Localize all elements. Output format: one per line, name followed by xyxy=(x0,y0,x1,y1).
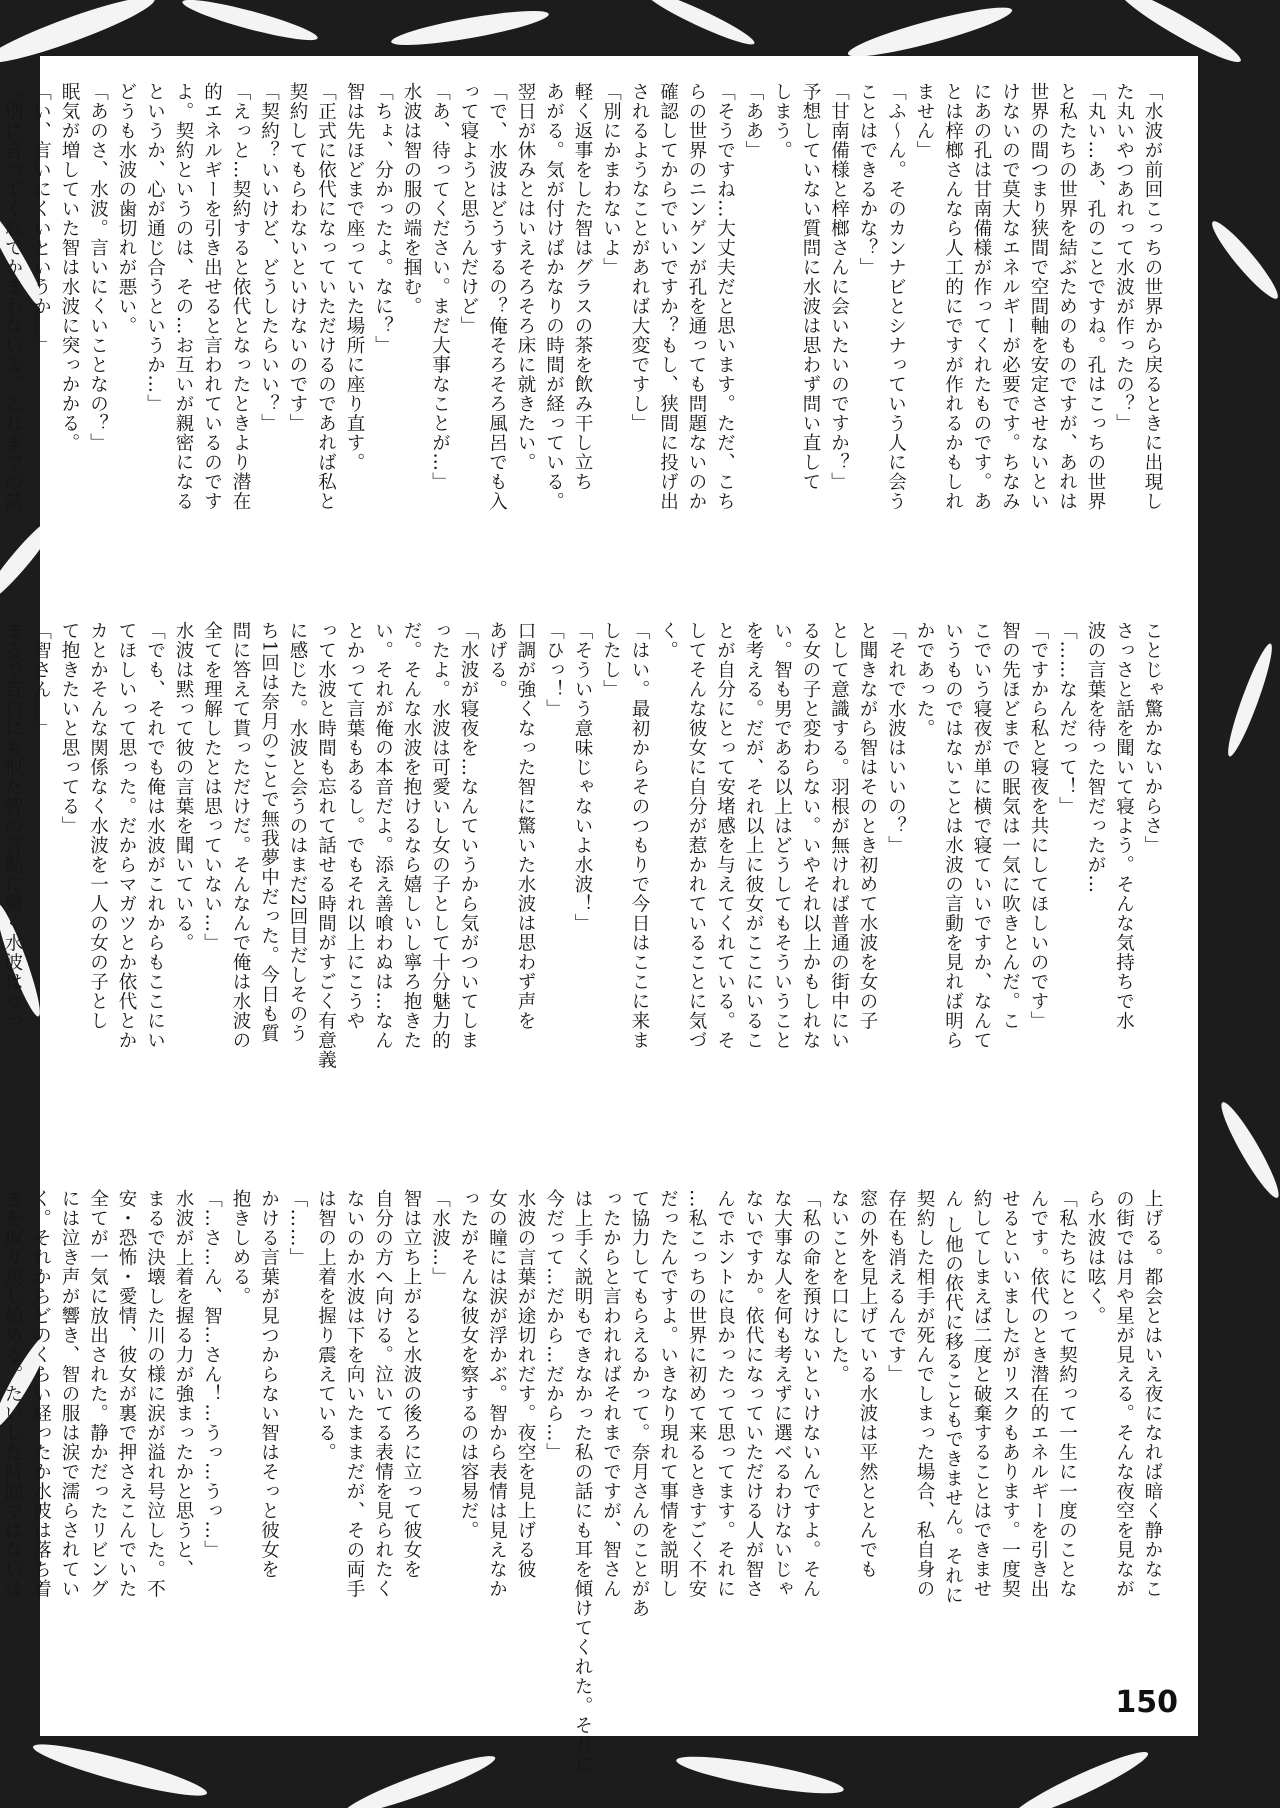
text-line: 全てが一気に放出された。静かだったリビング xyxy=(87,1189,109,1599)
text-line: きを取り戻し始める。たいした時間ではないは xyxy=(2,1189,23,1599)
text-line: だったんですよ。いきなり現れて事情を説明し xyxy=(657,1189,679,1599)
text-line: 「あのさ、水波。言いにくいことなの？」 xyxy=(87,82,109,453)
text-line: って寝ようと思うんだけど」 xyxy=(458,82,479,336)
text-line: 予想していない質問に水波は思わず問い直して xyxy=(800,82,821,492)
text-line: 「ああ」 xyxy=(743,82,764,160)
text-line: 水波は黙って彼の言葉を聞いている。 xyxy=(173,621,194,953)
page-number: 150 xyxy=(1115,1685,1178,1720)
text-line: ったからと言われればそれまでですが、智さん xyxy=(600,1189,622,1599)
text-line: にあの孔は甘南備様が作ってくれたものです。あ xyxy=(971,82,992,511)
text-line: だ。そんな水波を抱けるなら嬉しいし寧ろ抱きた xyxy=(401,621,422,1050)
text-line: ないですか。依代になっていただける人が智さ xyxy=(743,1189,764,1599)
text-line: る女の子と変わらない。いやそれ以上かもしれな xyxy=(800,621,821,1050)
text-line: とは梓榔さんなら人工的にですが作れるかもしれ xyxy=(942,82,964,511)
text-line: 「でも、それでも俺は水波がこれからもここにい xyxy=(144,621,166,1050)
text-line: らの世界のニンゲンが孔を通っても問題ないのか xyxy=(686,82,707,511)
text-line: ないことを口にした。 xyxy=(828,1189,850,1384)
text-line: 波の言葉を待った智だったが… xyxy=(1085,621,1106,894)
text-section-1 xyxy=(2,82,1166,548)
text-line: 契約した相手が死んでしまった場合、私自身の xyxy=(914,1189,935,1599)
text-panel xyxy=(2,56,1198,1774)
text-line: 「そうですね…大丈夫だと思います。ただ、こち xyxy=(714,82,736,511)
text-line: と私たちの世界を結ぶためのものですが、あれは xyxy=(1056,82,1078,511)
text-line: カとかそんな関係なく水波を一人の女の子とし xyxy=(87,621,109,1031)
text-line: て抱きたいと思ってる」 xyxy=(59,621,80,836)
text-line: 「別に言ってくれてかまわないよ。これまでの話 xyxy=(2,82,23,511)
text-line: 「正式に依代になっていただけるのであれば私と xyxy=(315,82,337,511)
text-line: 自分の方へ向ける。泣いてる表情を見られたく xyxy=(372,1189,394,1599)
text-line: 水波が上着を握る力が強まったかと思うと、 xyxy=(173,1189,194,1579)
text-line: しまう。 xyxy=(771,82,793,160)
text-line: て協力してもらえるかって。奈月さんのことがあ xyxy=(629,1189,650,1618)
text-line: ら水波は呟く。 xyxy=(1085,1189,1106,1326)
text-line: 存在も消えるんです」 xyxy=(885,1189,907,1384)
text-line: 抱きしめる。 xyxy=(230,1189,251,1306)
text-line: 女の瞳には涙が浮かぶ。智から表情は見えなか xyxy=(486,1189,508,1599)
text-line: 「…さ…ん、智…さん！…うっ…うっ…」 xyxy=(201,1189,223,1560)
text-section-2 xyxy=(2,621,1166,1118)
text-line: 「ですから私と寝夜を共にしてほしいのです」 xyxy=(1028,621,1049,1031)
text-line: 的エネルギーを引き出せると言われているのです xyxy=(201,82,223,511)
text-line: 「別にかまわないよ」 xyxy=(600,82,622,277)
text-line: 「あ、待ってください。まだ大事なことが…」 xyxy=(429,82,451,492)
text-line: 「ひっ！」 xyxy=(543,621,565,719)
text-line: ことはできるかな？」 xyxy=(857,82,878,277)
text-line: 「……なんだって！」 xyxy=(1056,621,1078,816)
text-line: されるようなことがあれば大変ですし」 xyxy=(629,82,650,433)
text-line: 「水波が寝夜を…なんていうから気がついてしま xyxy=(458,621,479,1050)
text-line: というか、心が通じ合うというか…」 xyxy=(144,82,166,414)
text-line: い。それが俺の本音だよ。添え善喰わぬは…なん xyxy=(372,621,394,1050)
text-line: 「……」 xyxy=(287,1189,308,1267)
text-line: ったよ。水波は可愛いし女の子として十分魅力的 xyxy=(429,621,451,1050)
text-line: ません」 xyxy=(914,82,935,160)
text-line: 約してしまえば二度と破棄することはできませ xyxy=(971,1189,992,1599)
text-line: に感じた。水波と会うのはまだ2回目だしそのう xyxy=(287,621,308,1044)
text-line: 「それで水波はいいの？」 xyxy=(885,621,907,855)
text-line: とが自分にとって安堵感を与えてくれている。そ xyxy=(714,621,736,1050)
text-line: さっさと話を聞いて寝よう。そんな気持ちで水 xyxy=(1113,621,1135,1031)
text-line: まるで決壊した川の様に涙が溢れ号泣した。不 xyxy=(144,1189,166,1599)
text-line: あげる。 xyxy=(486,621,508,699)
text-line: 水波の言葉が途切れだす。夜空を見上げる彼 xyxy=(515,1189,536,1579)
text-line: してそんな彼女に自分が惹かれていることに気づ xyxy=(686,621,707,1050)
text-line: 上げる。都会とはいえ夜になれば暗く静かなこ xyxy=(1142,1189,1163,1599)
text-line: 「はい。最初からそのつもりで今日はここに来ま xyxy=(629,621,650,1050)
text-line: 「私の命を預けないといけないんですよ。そん xyxy=(800,1189,821,1599)
text-line: く。 xyxy=(657,621,679,660)
text-line: って水波と時間も忘れて話せる時間がすごく有意義 xyxy=(315,621,337,1070)
text-line: せるといいましたがリスクもあります。一度契 xyxy=(999,1189,1021,1599)
text-line: したし」 xyxy=(600,621,622,699)
text-line: 「い、言いにくいというか…」 xyxy=(30,82,52,355)
text-line: てほしいって思った。だからマガツとか依代とか xyxy=(116,621,137,1050)
text-line: あがる。気が付けばかなりの時間が経っている。 xyxy=(543,82,565,511)
text-line: 智は立ち上がると水波の後ろに立って彼女を xyxy=(401,1189,422,1579)
text-line: 智の先ほどまでの眠気は一気に吹きとんだ。こ xyxy=(999,621,1021,1031)
text-line: どうも水波の歯切れが悪い。 xyxy=(116,82,137,336)
text-line: として意識する。羽根が無ければ普通の街中にい xyxy=(828,621,850,1050)
text-line: は智の上着を握り震えている。 xyxy=(315,1189,337,1462)
text-line: けないので莫大なエネルギーが必要です。ちなみ xyxy=(999,82,1021,511)
text-line: とかって言葉もあるし。でもそれ以上にこうや xyxy=(344,621,365,1031)
text-line: かける言葉が見つからない智はそっと彼女を xyxy=(258,1189,280,1579)
text-line: 「そういう意味じゃないよ水波！」 xyxy=(572,621,593,933)
text-line: 契約してもらわないといけないのです」 xyxy=(287,82,308,433)
text-line: 「えっと…契約すると依代となったときより潜在 xyxy=(230,82,251,511)
text-line: 「で、水波はどうするの？俺そろそろ風呂でも入 xyxy=(486,82,508,511)
text-line: かであった。 xyxy=(914,621,935,738)
text-line: 智は先ほどまで座っていた場所に座り直す。 xyxy=(344,82,365,472)
text-line: と聞きながら智はそのとき初めて水波を女の子 xyxy=(857,621,878,1031)
text-line: 「契約？いいけど、どうしたらいい？」 xyxy=(258,82,280,433)
text-line: 安・恐怖・愛情、彼女が裏で押さえこんでいた xyxy=(116,1189,137,1599)
text-line: んでホントに良かったって思ってます。それに xyxy=(714,1189,736,1599)
text-line: 今だって…だから…だから…」 xyxy=(543,1189,565,1462)
text-line: 「ちょ、分かったよ。なに？」 xyxy=(372,82,394,355)
text-line: 「智さん…」 xyxy=(30,621,52,738)
text-line: いうものではないことは水波の言動を見れば明ら xyxy=(942,621,964,1050)
text-line: 全てを理解したとは思っていない…」 xyxy=(201,621,223,953)
text-line: よ。契約というのは、その…お互いが親密になる xyxy=(173,82,194,511)
text-line: は上手く説明もできなかった私の話にも耳を傾けてくれた。それに xyxy=(572,1189,593,1774)
text-line: 「私たちにとって契約って一生に一度のことな xyxy=(1056,1189,1078,1599)
text-line: ことじゃ驚かないからさ」 xyxy=(1142,621,1163,855)
text-line: 「甘南備様と梓榔さんに会いたいのですか？」 xyxy=(828,82,850,492)
text-line: な大事な人を何も考えずに選べるわけないじゃ xyxy=(771,1189,793,1599)
text-line: 眠気が増していた智は水波に突っかかる。 xyxy=(59,82,80,453)
text-line: 窓の外を見上げている水波は平然ととんでも xyxy=(857,1189,878,1579)
text-line: く。それからどのくらい経ったか水波は落ち着 xyxy=(30,1189,52,1599)
text-line: ん し他の依代に移ることもできません。それに xyxy=(942,1189,964,1606)
text-line: 「水波が前回こっちの世界から戻るときに出現し xyxy=(1142,82,1163,511)
text-line: ないのか水波は下を向いたままだが、その両手 xyxy=(344,1189,365,1599)
text-line: ったがそんな彼女を察するのは容易だ。 xyxy=(458,1189,479,1540)
text-line: 翌日が休みとはいえそろそろ床に就きたい。 xyxy=(515,82,536,472)
text-line: …私こっちの世界に初めて来るときすごく不安 xyxy=(686,1189,707,1599)
text-line: 水波は智の服の端を掴む。 xyxy=(401,82,422,316)
text-line: の街では月や星が見える。そんな夜空を見なが xyxy=(1113,1189,1135,1599)
text-line: 確認してからでいいですか？もし、狭間に投げ出 xyxy=(657,82,679,511)
text-line: た丸いやつあれって水波が作ったの？」 xyxy=(1113,82,1135,433)
text-line: 問に答えて貰っただけだ。そんなんで俺は水波の xyxy=(230,621,251,1050)
text-line: 「丸い…あ、孔のことですね。孔はこっちの世界 xyxy=(1085,82,1106,511)
text-line: 「水波…」 xyxy=(429,1189,451,1287)
text-line: まるで告白にも似た智の言動に驚く水波はゆっ xyxy=(2,621,23,1031)
text-line: 世界の間つまり狭間で空間軸を安定させないとい xyxy=(1028,82,1049,511)
text-line: には泣き声が響き、智の服は涙で濡らされてい xyxy=(59,1189,80,1599)
text-line: を考える。だが、それ以上に彼女がここにいるこ xyxy=(743,621,764,1050)
text-line: 「ふ～ん。そのカンナビとシナっていう人に会う xyxy=(885,82,907,511)
text-line: ち1回は奈月のことで無我夢中だった。今日も質 xyxy=(258,621,280,1044)
text-line: んです。依代のとき潜在的エネルギーを引き出 xyxy=(1028,1189,1049,1599)
text-line: 口調が強くなった智に驚いた水波は思わず声を xyxy=(515,621,536,1031)
text-line: い。智も男である以上はどうしてもそういうこと xyxy=(771,621,793,1050)
text-line: こでいう寝夜が単に横で寝ていいですか、なんて xyxy=(971,621,992,1050)
text-line: 軽く返事をした智はグラスの茶を飲み干し立ち xyxy=(572,82,593,492)
